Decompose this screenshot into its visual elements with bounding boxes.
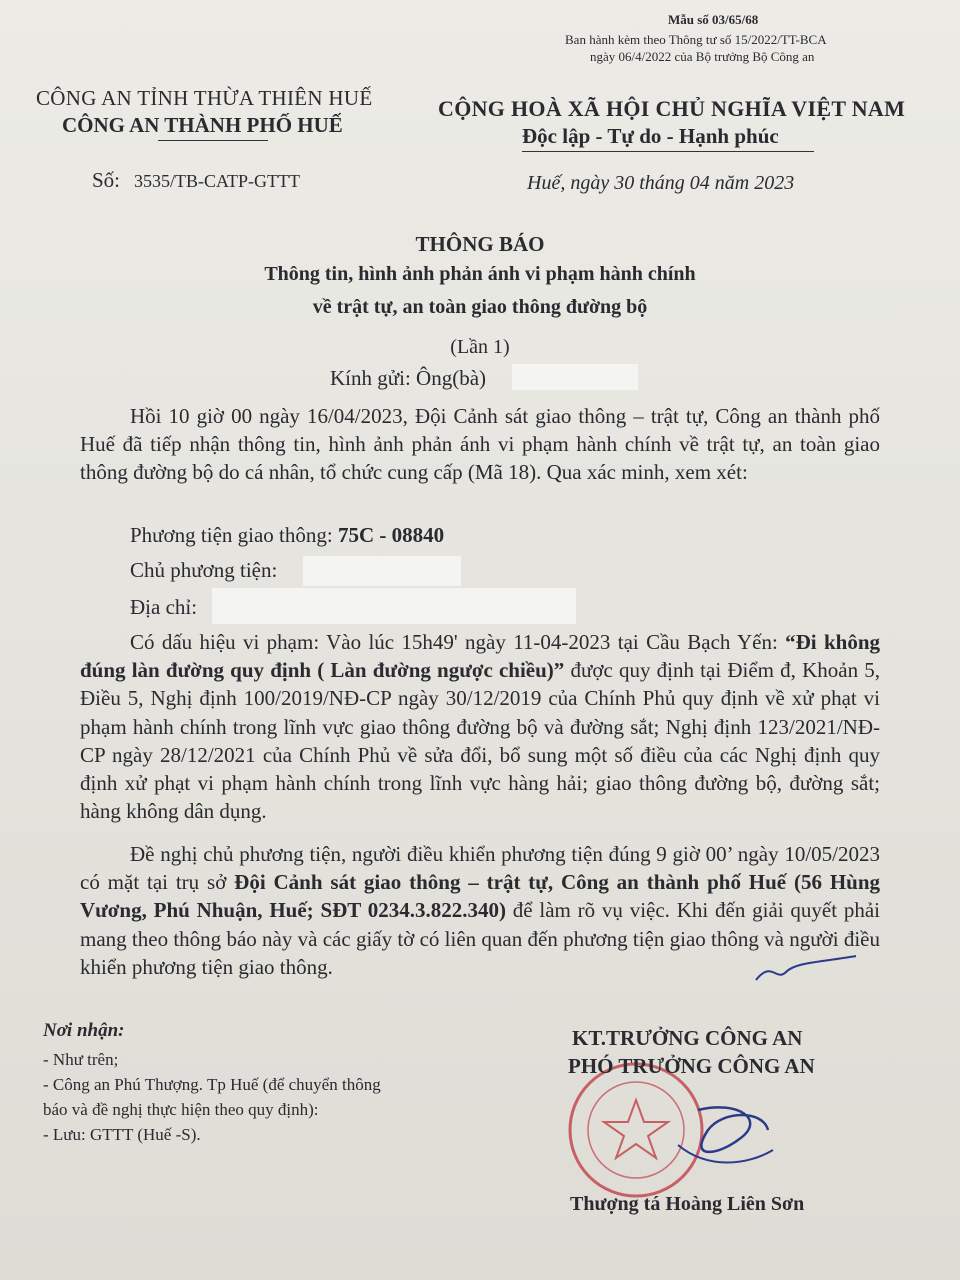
- recipient-item: - Như trên;: [43, 1050, 119, 1069]
- redacted-address: [212, 588, 576, 624]
- intro-paragraph: Hồi 10 giờ 00 ngày 16/04/2023, Đội Cảnh sát giao thông – trật tự, Công an thành phố Huế đã tiếp nhận thông tin, hình ảnh phản ánh vi phạm hành chính về trật tự, an toàn giao thông đường bộ do cá nhân, tổ chức cung cấp (Mã 18). Qua xác minh, xem xét:: [80, 404, 880, 485]
- recipients-heading: Nơi nhận:: [43, 1020, 125, 1041]
- recipient-item: - Lưu: GTTT (Huế -S).: [43, 1125, 201, 1144]
- recipient-item: - Công an Phú Thượng. Tp Huế (để chuyển thông: [43, 1075, 381, 1094]
- violation-lead: Có dấu hiệu vi phạm: Vào lúc 15h49' ngày 11-04-2023 tại Cầu Bạch Yến:: [130, 630, 778, 654]
- vehicle-plate: 75C - 08840: [337, 523, 445, 547]
- address-label: Địa chỉ:: [130, 595, 198, 619]
- violation-paragraph: [80, 628, 880, 825]
- document-number: [92, 168, 300, 193]
- form-issued-line-2: ngày 06/4/2022 của Bộ trưởng Bộ Công an: [590, 49, 815, 64]
- agency-underline: [158, 140, 268, 141]
- violation-rest: được quy định tại Điểm đ, Khoản 5, Điều 5, Nghị định 100/2019/NĐ-CP ngày 30/12/2019 của Chính Phủ quy định về xử phạt vi phạm hành chính trong lĩnh vực giao thông đường bộ và đường sắt; Nghị định 123/2021/NĐ-CP ngày 28/12/2021 của Chính Phủ về sửa đổi, bổ sung một số điều của các Nghị định quy định xử phạt vi phạm hành chính trong lĩnh vực hàng hải; giao thông đường bộ, đường sắt; hàng không dân dụng.: [80, 658, 880, 824]
- signature-title-2: PHÓ TRƯỞNG CÔNG AN: [568, 1054, 815, 1078]
- document-title: THÔNG BÁO: [415, 232, 545, 256]
- document-subtitle-1: Thông tin, hình ảnh phản ánh vi phạm hành chính: [264, 263, 696, 285]
- request-place: Đội Cảnh sát giao thông – trật tự, Công an thành phố Huế (56 Hùng Vương, Phú Nhuận, Huế; SĐT 0234.3.822.340): [80, 870, 881, 923]
- form-issued-line-1: Ban hành kèm theo Thông tư số 15/2022/TT-BCA: [565, 32, 827, 47]
- document-number-value: 3535/TB-CATP-GTTT: [134, 171, 301, 191]
- request-rest: để làm rõ vụ việc. Khi đến giải quyết phải mang theo thông báo này và các giấy tờ có liên quan đến phương tiện giao thông và người điều khiển phương tiện giao thông.: [80, 898, 880, 979]
- agency-name: CÔNG AN THÀNH PHỐ HUẾ: [62, 113, 343, 137]
- nation-name: CỘNG HOÀ XÃ HỘI CHỦ NGHĨA VIỆT NAM: [438, 96, 906, 121]
- request-lead: Đề nghị chủ phương tiện, người điều khiển phương tiện đúng 9 giờ 00’ ngày 10/05/2023 có mặt tại trụ sở: [80, 842, 880, 895]
- form-number: Mẫu số 03/65/68: [668, 12, 759, 27]
- agency-parent: CÔNG AN TỈNH THỪA THIÊN HUẾ: [36, 86, 373, 110]
- vehicle-line: [130, 523, 444, 548]
- signer-name: Thượng tá Hoàng Liên Sơn: [570, 1193, 805, 1215]
- addressee-label: Kính gửi: Ông(bà): [330, 366, 487, 390]
- notice-round: (Lần 1): [450, 336, 510, 358]
- motto-underline: [522, 151, 814, 152]
- owner-label: Chủ phương tiện:: [130, 558, 278, 582]
- ink-mark: [752, 950, 862, 990]
- place-date: Huế, ngày 30 tháng 04 năm 2023: [527, 172, 795, 194]
- redacted-owner: [303, 556, 461, 586]
- document-number-label: Số:: [92, 168, 121, 192]
- violation-name: “Đi không đúng làn đường quy định ( Làn đường ngược chiều)”: [80, 630, 881, 683]
- vehicle-label: Phương tiện giao thông:: [130, 523, 333, 547]
- signature-title-1: KT.TRƯỞNG CÔNG AN: [572, 1026, 803, 1050]
- national-motto: Độc lập - Tự do - Hạnh phúc: [522, 124, 779, 148]
- redacted-addressee: [512, 364, 638, 390]
- recipient-item: báo và đề nghị thực hiện theo quy định):: [43, 1100, 319, 1119]
- document-subtitle-2: về trật tự, an toàn giao thông đường bộ: [312, 296, 648, 318]
